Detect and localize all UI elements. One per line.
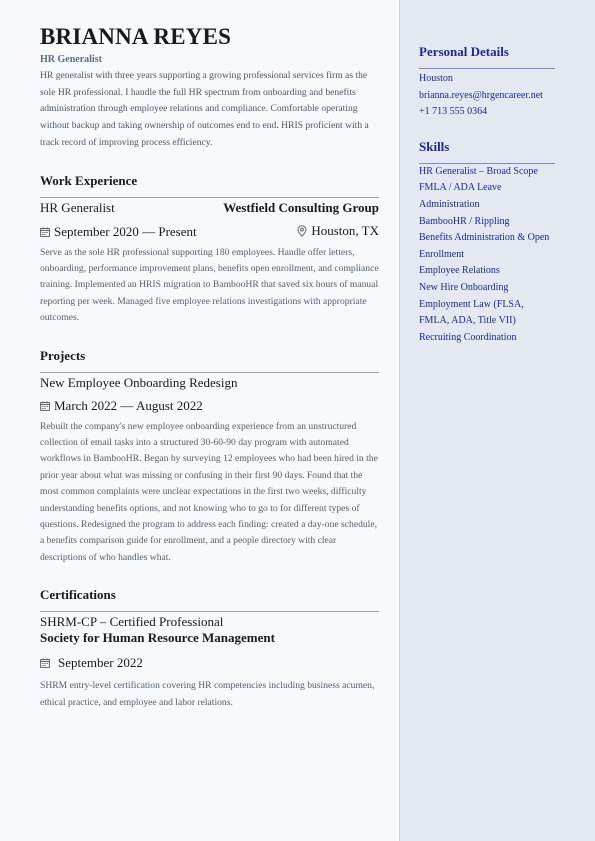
job-description: Serve as the sole HR professional supporting 180 employees. Handle offer letters, onboarding, performance improvement plans, benefits open enrollment, and compliance training. Implemented an HRIS migration to BambooHR that saved six hours of manual reporting per week. Managed five employee relations investigations with appropriate outcomes. [40,246,379,324]
section-title-personal: Personal Details [419,44,509,59]
company-name: Westfield Consulting Group [223,199,379,215]
project-name: New Employee Onboarding Redesign [40,374,238,390]
skill-item: BambooHR / Rippling [419,215,510,227]
section-divider [40,197,379,198]
work-experience-section [40,173,379,327]
skills-section [419,139,555,347]
calendar-icon [40,227,50,237]
calendar-icon [40,401,50,411]
project-dates [40,398,379,414]
personal-email[interactable]: brianna.reyes@hrgencareer.net [419,89,543,101]
main-column [40,24,379,711]
sidebar [399,0,595,841]
skill-item: New Hire Onboarding [419,281,509,293]
certification-name: SHRM-CP – Certified Professional [40,614,224,630]
projects-section [40,348,379,567]
section-divider [40,372,379,373]
skill-item: HR Generalist – Broad Scope [419,165,538,177]
candidate-role: HR Generalist [40,54,102,65]
section-divider [40,611,379,612]
section-title-certifications: Certifications [40,587,116,603]
job-header [40,200,379,216]
skill-item: FMLA / ADA Leave Administration [419,182,502,210]
personal-location: Houston [419,73,453,84]
certification-issuer: Society for Human Resource Management [40,630,275,646]
skill-item: Employee Relations [419,265,500,277]
project-dates-text: March 2022 — August 2022 [54,397,203,413]
certifications-section [40,587,379,711]
job-meta [40,223,379,240]
project-description: Rebuilt the company's new employee onboarding experience from an unstructured collection of email tasks into a structured 30-60-90 day program with automated workflows in BambooHR. Began by surveying 12 employees who had been hired in the prior year about what was missing or confusing in their first 90 days. Found that the most common complaints were unclear expectations in the first two weeks, difficulty understanding benefits options, and not knowing who to go to for different types of questions. Redesigned the program to address each finding: created a day-one schedule, a benefits comparison guide for enrollment, and a people directory with clear descriptions of who handles what. [40,420,378,563]
job-title: HR Generalist [40,199,115,215]
job-dates [40,224,197,240]
calendar-icon [40,658,50,668]
section-title-work: Work Experience [40,172,138,188]
personal-details-section [419,44,555,121]
skill-item: Employment Law (FLSA, FMLA, ADA, Title VII) [419,298,524,327]
summary-text: HR generalist with three years supporting a growing professional services firm as the sole HR professional. I handle the full HR spectrum from onboarding and benefits administration through employee relations and compliance. Comfortable operating without backup and taking ownership of outcomes end to end. HRIS proficient with a track record of improving process efficiency. [40,70,369,148]
certification-date-text: September 2022 [58,655,143,671]
certification-date [40,655,379,671]
job-dates-text: September 2020 — Present [54,223,197,239]
certification-description: SHRM entry-level certification covering HR competencies including business acumen, ethical practice, and employee and labor relations. [40,680,375,708]
section-title-projects: Projects [40,347,86,363]
section-title-skills: Skills [419,138,450,154]
skills-list [419,164,555,347]
candidate-name: BRIANNA REYES [40,24,232,49]
section-divider [419,68,555,69]
job-location-text: Houston, TX [311,222,379,238]
skill-item: Recruiting Coordination [419,331,517,343]
location-pin-icon [297,225,307,237]
job-location [297,223,379,239]
skill-item: Benefits Administration & Open Enrollment [419,232,550,260]
personal-phone[interactable]: +1 713 555 0364 [419,106,488,118]
